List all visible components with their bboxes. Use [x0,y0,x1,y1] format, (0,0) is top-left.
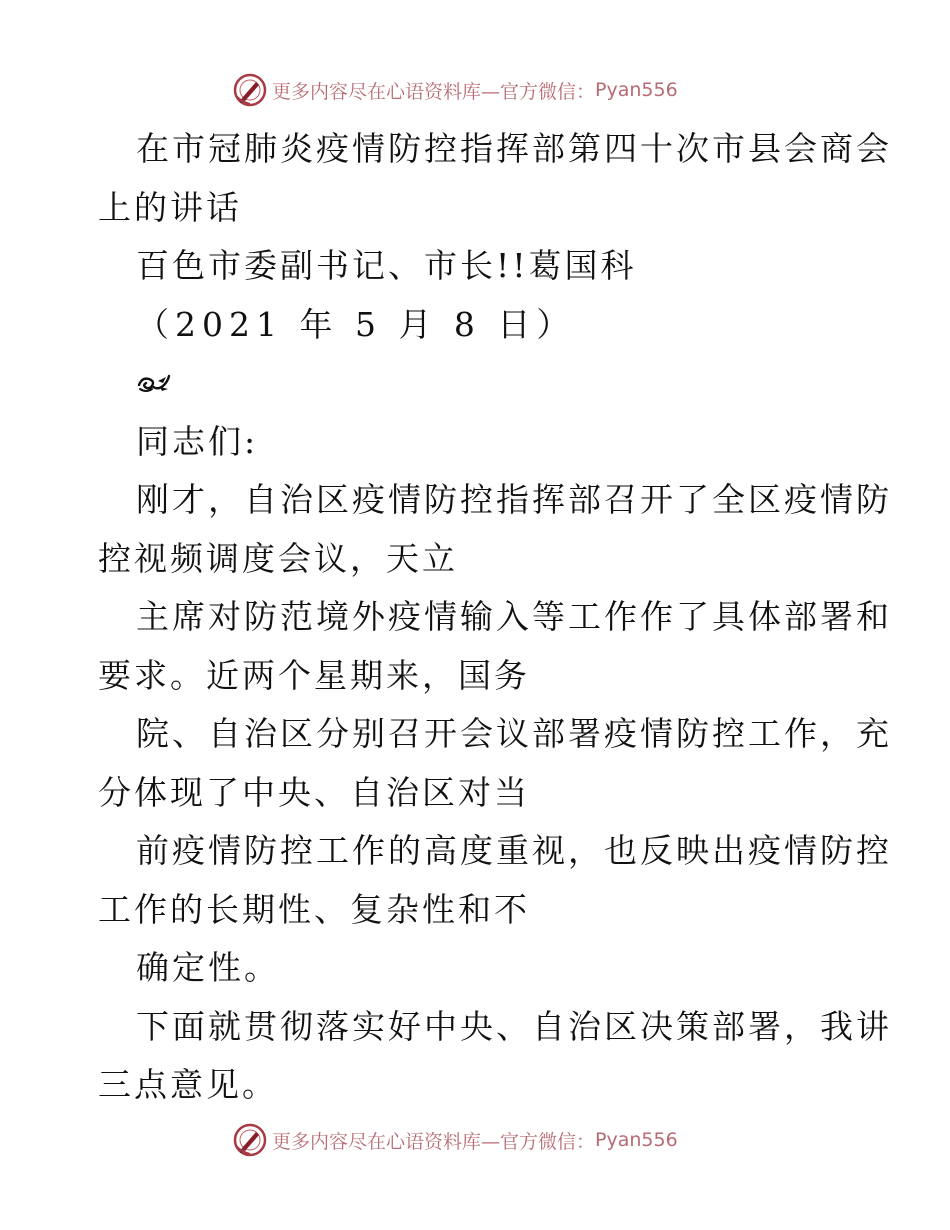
salutation: 同志们: [136,421,259,461]
paragraph-line: 要求。近两个星期来，国务 [98,655,530,695]
document-body [98,120,892,1115]
document-author: 百色市委副书记、市长!!葛国科 [136,246,637,285]
fleuron-ornament-icon [136,371,172,395]
paragraph-line: 三点意见。 [98,1065,278,1104]
paragraph-line: 控视频调度会议，天立 [98,538,458,578]
banner-text: 更多内容尽在心语资料库—官方微信： [272,1130,596,1153]
pen-logo-icon [232,72,268,108]
pen-logo-icon [232,1122,268,1158]
paragraph-line: 主席对防范境外疫情输入等工作作了具体部署和 [136,597,892,636]
footer-banner [232,1120,752,1160]
banner-wechat-id: Pyan556 [595,1129,678,1151]
paragraph-line: 刚才，自治区疫情防控指挥部召开了全区疫情防 [136,480,892,519]
banner-wechat-id: Pyan556 [595,79,678,101]
paragraph-line: 前疫情防控工作的高度重视，也反映出疫情防控 [136,831,892,870]
paragraph-line: 分体现了中央、自治区对当 [98,772,530,812]
paragraph-line: 工作的长期性、复杂性和不 [98,889,530,929]
banner-text: 更多内容尽在心语资料库—官方微信： [272,80,596,103]
header-banner [232,70,752,110]
ornament-row [98,354,858,413]
document-title-line-1: 在市冠肺炎疫情防控指挥部第四十次市县会商会 [136,129,892,168]
paragraph-line: 确定性。 [136,948,280,987]
document-date: （2021 年 5 月 8 日） [136,304,576,344]
paragraph-line: 下面就贯彻落实好中央、自治区决策部署，我讲 [136,1006,892,1046]
document-title-line-2: 上的讲话 [98,187,242,227]
paragraph-line: 院、自治区分别召开会议部署疫情防控工作，充 [136,714,892,753]
